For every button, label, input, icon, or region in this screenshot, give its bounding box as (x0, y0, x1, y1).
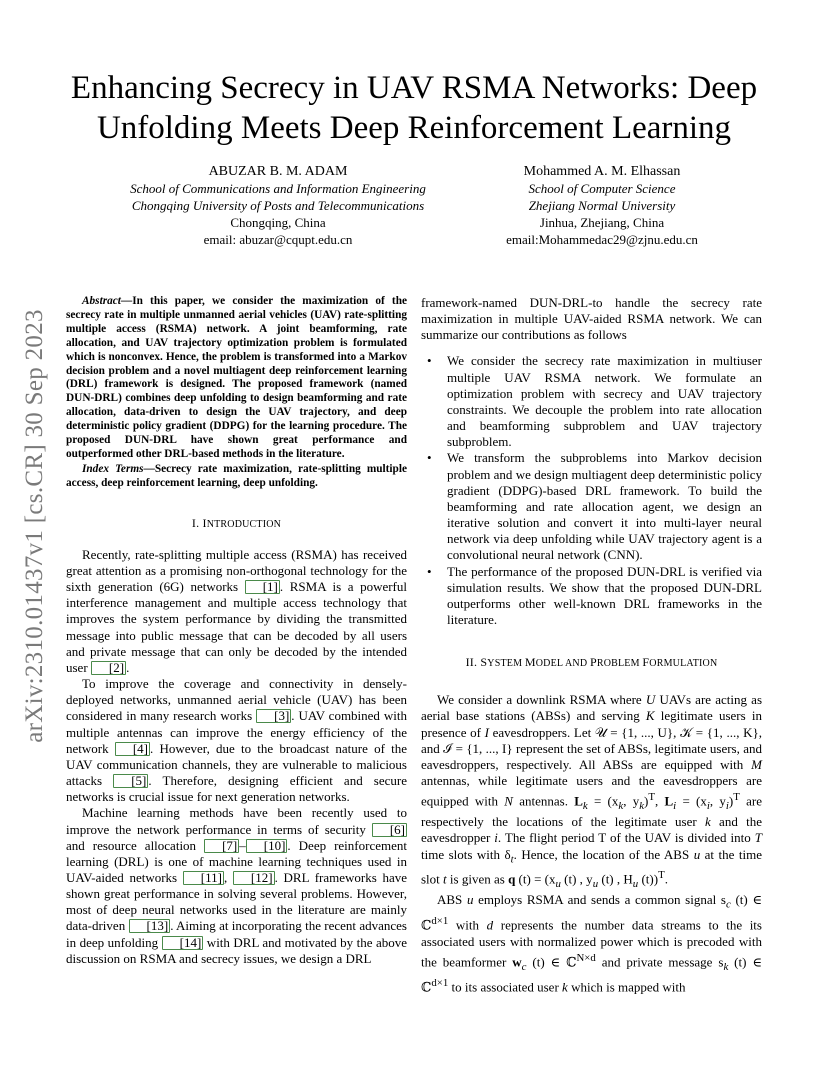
contributions-list (421, 353, 762, 628)
author-affiliation: Zhejiang Normal University (528, 198, 676, 213)
list-item: • We consider the secrecy rate maximization in multiuser multiple UAV RSMA network. We formulate an optimization problem with secrecy and UAV trajectory constraints. We decouple the problem into rate allocation and beamforming subproblem and UAV trajectory subproblem. (427, 353, 762, 450)
intro-paragraph-3: Machine learning methods have been recently used to improve the network performance in terms of security [6] and resource allocation [7] – [10] . Deep reinforcement learning (DRL) is one of machine learning techniques used in UAV-aided networks [11] , [12] . DRL frameworks have shown great performance in solving several problems. However, most of deep neural networks used in the literature are mainly data-driven [13] . Aiming at incorporating the recent advances in deep unfolding [14] with DRL and motivated by the above discussion on RSMA and secrecy issues, we design a DRL (66, 805, 408, 966)
author-email: email: abuzar@cqupt.edu.cn (203, 232, 353, 247)
bullet-icon: • (427, 563, 432, 579)
citation-link[interactable]: [6] (372, 823, 407, 837)
author-affiliation: School of Computer Science (528, 181, 676, 196)
author-affiliation: Chongqing University of Posts and Telecommunications (131, 198, 425, 213)
citation-link[interactable]: [4] (115, 742, 150, 756)
citation-link[interactable]: [12] (233, 871, 275, 885)
section-heading-introduction: I. INTRODUCTION (191, 515, 282, 530)
intro-paragraph-2: To improve the coverage and connectivity in densely-deployed networks, unmanned aerial vehicle (UAV) has been considered in many research works [3] . UAV combined with multiple antennas can improve the energy efficiency of the network [4] . However, due to the broadcast nature of the UAV communication channels, they are vulnerable to malicious attacks [5] . Therefore, designing efficient and secure networks is crucial issue for next generation networks. (66, 676, 408, 805)
index-terms: Index Terms—Secrecy rate maximization, rate-splitting multiple access, deep reinforcement learning, deep unfolding. (66, 462, 407, 489)
bullet-icon: • (427, 450, 432, 466)
author-name: ABUZAR B. M. ADAM (208, 164, 348, 179)
intro-continuation: framework-named DUN-DRL-to handle the secrecy rate maximization in multiple UAV-aided RSMA network. We can summarize our contributions as follows (421, 295, 762, 343)
citation-link[interactable]: [3] (256, 709, 291, 723)
citation-link[interactable]: [10] (246, 839, 288, 853)
bullet-icon: • (427, 353, 432, 369)
author-affiliation: School of Communications and Information Engineering (130, 181, 426, 196)
arxiv-identifier: arXiv:2310.01437v1 [cs.CR] 30 Sep 2023 (21, 309, 48, 743)
citation-link[interactable]: [11] (183, 871, 224, 885)
citation-link[interactable]: [5] (113, 774, 148, 788)
list-item: • We transform the subproblems into Markov decision problem and we design multiagent deep deterministic policy gradient (DDPG)-based DRL framework. To build the beamforming and rate allocation agent, we design an iterative solution and convert it into multi-layer neural network via deep unfolding while UAV trajectory agent is a convolutional neural network (CNN). (427, 450, 762, 563)
list-item: • The performance of the proposed DUN-DRL is verified via simulation results. We show that the proposed DUN-DRL outperforms other well-known DRL frameworks in the literature. (427, 563, 762, 627)
author-city: Chongqing, China (230, 215, 326, 230)
author-email: email:Mohammedac29@zjnu.edu.cn (506, 232, 698, 247)
author-city: Jinhua, Zhejiang, China (539, 215, 665, 230)
author-name: Mohammed A. M. Elhassan (523, 164, 681, 179)
system-model-paragraph-1: We consider a downlink RSMA where U UAVs are acting as aerial base stations (ABSs) and serving K legitimate users in presence of I eavesdroppers. Let 𝒰 = {1, ..., U}, 𝒦 = {1, ..., K}, and ℐ = {1, ..., I} represent the set of ABSs, legitimate users, and eavesdroppers, respectively. All ABSs are equipped with M antennas, while legitimate users and the eavesdroppers are equipped with N antennas. $L_k = (x_k$, $y_k)^T$, $L_i = (x_i$, $y_i)^T$ are respectively the locations of the legitimate user k and the eavesdropper i. The flight period T of the UAV is divided into T time slots with $\delta_t$. Hence, the location of the ABS u at the time slot t is given as q $(t) = (x_u$ (t) , $y_u$ (t) , $H_u$ (t))$^T$. (421, 692, 763, 891)
citation-link[interactable]: [7] (204, 839, 239, 853)
citation-link[interactable]: [1] (245, 580, 280, 594)
author-block-1 (88, 163, 468, 248)
intro-paragraph-1: Recently, rate-splitting multiple access (RSMA) has received great attention as a promising non-orthogonal technology for the sixth generation (6G) networks [1] . RSMA is a powerful interference management and multiple access technology that improves the system performance by dividing the transmitted message into public message that can be decoded by all users and private message that can only be decoded by the intended user [2] . (66, 546, 407, 675)
citation-link[interactable]: [2] (91, 661, 126, 675)
right-column (421, 295, 762, 995)
citation-link[interactable]: [13] (129, 919, 171, 933)
author-block-2 (462, 163, 742, 248)
citation-link[interactable]: [14] (162, 936, 204, 950)
left-column (66, 295, 407, 967)
system-model-paragraph-2: ABS u employs RSMA and sends a common signal $s_c$ (t) ∈ ℂ$^{d\times 1}$ with d represents the number data streams to the its associated users with normalized power which is precoded with the beamformer $w_c$ (t) ∈ ℂ$^{N\times d}$ and private message $s_k$ (t) ∈ ℂ$^{d\times 1}$ to its associated user k which is mapped with (421, 892, 762, 995)
section-heading-system-model: II. SYSTEM MODEL AND PROBLEM FORMULATION (465, 655, 718, 670)
paper-title: Enhancing Secrecy in UAV RSMA Networks: Deep Unfolding Meets Deep Reinforcement Learning (70, 70, 758, 146)
abstract: Abstract—In this paper, we consider the maximization of the secrecy rate in multiple unmanned aerial vehicles (UAV) rate-splitting multiple access (RSMA) network. A joint beamforming, rate allocation, and UAV trajectory optimization problem is formulated which is nonconvex. Hence, the problem is transformed into a Markov decision problem and a novel multiagent deep reinforcement learning (DRL) framework is designed. The proposed framework (named DUN-DRL) combines deep unfolding to design beamforming and rate allocation, data-driven to design the UAV trajectory, and deep deterministic policy gradient (DDPG) for the learning procedure. The proposed DUN-DRL have shown great performance and outperformed other DRL-based methods in the literature. (66, 295, 407, 460)
